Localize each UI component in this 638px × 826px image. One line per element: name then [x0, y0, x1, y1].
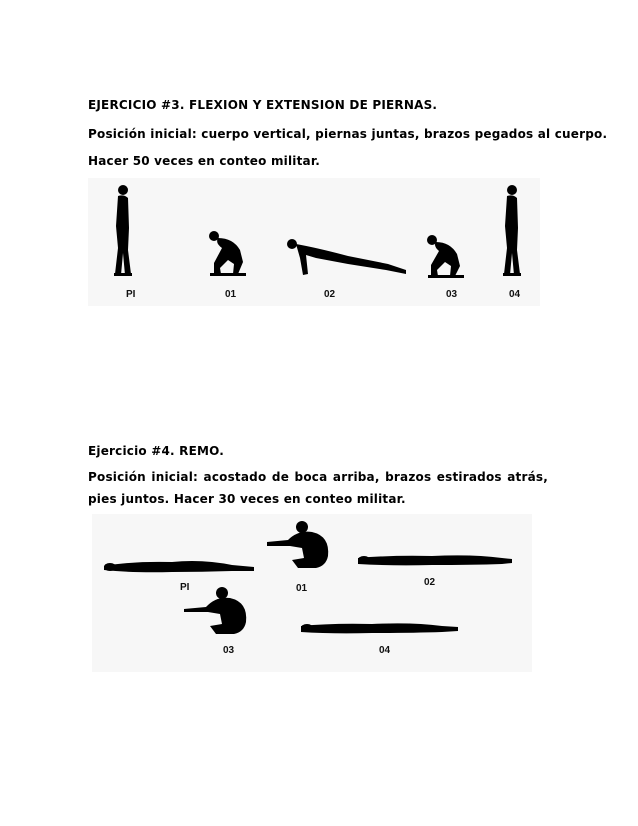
lying-figure-pi: [104, 561, 254, 572]
lying-figure-04: [301, 623, 458, 633]
figure-label-03: 03: [223, 645, 235, 656]
figure-label-02: 02: [424, 577, 436, 588]
plank-figure-02: [287, 239, 406, 275]
tuck-figure-03: [184, 587, 246, 634]
figure-label-01: 01: [296, 583, 308, 594]
exercise-3-illustration: [88, 178, 540, 306]
figure-label-pi: PI: [180, 582, 190, 593]
lying-figure-02: [358, 555, 512, 565]
standing-figure-pi: [114, 185, 132, 276]
squat-figure-03: [427, 235, 464, 278]
figure-label-pi: PI: [126, 289, 136, 300]
squat-figure-01: [209, 231, 246, 276]
exercise-3-position: Posición inicial: cuerpo vertical, piernas juntas, brazos pegados al cuerpo.: [88, 127, 608, 141]
exercise-4-title: Ejercicio #4. REMO.: [88, 444, 225, 458]
exercise-3-reps: Hacer 50 veces en conteo militar.: [88, 154, 320, 168]
figure-label-04: 04: [379, 645, 391, 656]
exercise-3-title: EJERCICIO #3. FLEXION Y EXTENSION DE PIERNAS.: [88, 98, 438, 112]
figure-label-01: 01: [225, 289, 237, 300]
exercise-4-illustration: [92, 514, 532, 672]
figure-label-02: 02: [324, 289, 336, 300]
figure-label-04: 04: [509, 289, 521, 300]
tuck-figure-01: [267, 521, 328, 568]
figure-label-03: 03: [446, 289, 458, 300]
exercise-4-description: Posición inicial: acostado de boca arriba, brazos estirados atrás, pies juntos. Hacer 30 veces en conteo militar.: [88, 470, 548, 506]
standing-figure-04: [503, 185, 521, 276]
